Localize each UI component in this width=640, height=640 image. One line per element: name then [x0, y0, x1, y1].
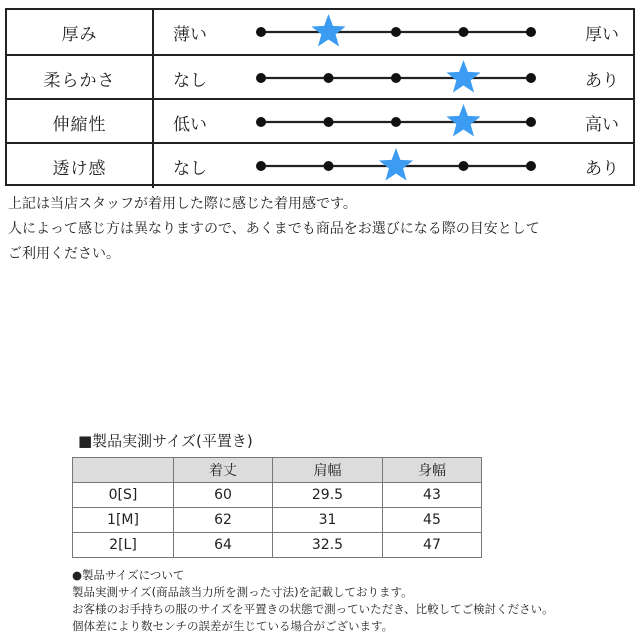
feel-row-high-label: あり	[585, 70, 619, 91]
size-header-cell: 身幅	[382, 458, 481, 483]
feel-row-low-label: 低い	[173, 114, 207, 135]
size-note-line: 製品実測サイズ(商品該当力所を測った寸法)を記載しております。	[72, 585, 413, 599]
size-value-cell: 31	[273, 508, 383, 533]
size-table-title: ■製品実測サイズ(平置き)	[78, 432, 253, 450]
scale-point	[526, 117, 536, 127]
column-divider	[152, 10, 154, 54]
size-label-cell: 0[S]	[73, 483, 174, 508]
feel-note-line: 人によって感じ方は異なりますので、あくまでも商品をお選びになる際の目安として	[8, 221, 540, 237]
star-icon	[446, 60, 480, 93]
scale-point	[459, 161, 469, 171]
feel-note-line: 上記は当店スタッフが着用した際に感じた着用感です。	[8, 196, 357, 212]
feel-table	[5, 8, 635, 186]
feel-row-stretch	[7, 98, 633, 144]
feel-note	[8, 192, 628, 267]
size-note-line: 個体差により数センチの誤差が生じている場合がございます。	[72, 619, 394, 633]
table-row	[73, 483, 482, 508]
feel-row-thickness	[7, 10, 633, 54]
column-divider	[152, 56, 154, 100]
scale-point	[256, 27, 266, 37]
feel-row-name: 厚み	[61, 24, 98, 45]
scale-point	[391, 117, 401, 127]
size-value-cell: 43	[382, 483, 481, 508]
size-note	[72, 567, 632, 635]
feel-row-high-label: 厚い	[585, 24, 619, 45]
scale-point	[526, 161, 536, 171]
star-icon	[379, 148, 413, 181]
size-table	[72, 457, 482, 558]
feel-row-softness	[7, 54, 633, 100]
size-header-cell: 肩幅	[273, 458, 383, 483]
scale-point	[324, 161, 334, 171]
feel-row-sheerness	[7, 142, 633, 188]
scale-point	[324, 117, 334, 127]
size-value-cell: 62	[174, 508, 273, 533]
feel-scale	[243, 144, 549, 188]
table-row	[73, 533, 482, 558]
size-header-cell: 着丈	[174, 458, 273, 483]
feel-row-high-label: あり	[585, 158, 619, 179]
size-value-cell: 29.5	[273, 483, 383, 508]
size-value-cell: 47	[382, 533, 481, 558]
scale-point	[256, 161, 266, 171]
scale-point	[256, 73, 266, 83]
feel-row-name: 透け感	[52, 158, 107, 179]
scale-point	[324, 73, 334, 83]
scale-point	[391, 27, 401, 37]
feel-row-low-label: 薄い	[173, 24, 207, 45]
scale-point	[526, 27, 536, 37]
size-value-cell: 32.5	[273, 533, 383, 558]
feel-scale	[243, 100, 549, 144]
size-table-header-row	[73, 458, 482, 483]
scale-point	[526, 73, 536, 83]
size-label-cell: 2[L]	[73, 533, 174, 558]
column-divider	[152, 144, 154, 188]
scale-point	[391, 73, 401, 83]
size-header-cell	[73, 458, 174, 483]
feel-scale	[243, 56, 549, 100]
size-note-line: ●製品サイズについて	[72, 568, 185, 582]
size-value-cell: 45	[382, 508, 481, 533]
feel-row-name: 柔らかさ	[43, 70, 116, 91]
star-icon	[446, 104, 480, 137]
feel-row-low-label: なし	[173, 70, 207, 91]
scale-point	[256, 117, 266, 127]
feel-row-name: 伸縮性	[52, 114, 107, 135]
column-divider	[152, 100, 154, 144]
scale-point	[459, 27, 469, 37]
size-note-line: お客様のお手持ちの服のサイズを平置きの状態で測っていただき、比較してご検討ください。	[72, 602, 554, 616]
size-value-cell: 60	[174, 483, 273, 508]
feel-row-high-label: 高い	[585, 114, 619, 135]
star-icon	[311, 14, 345, 47]
size-label-cell: 1[M]	[73, 508, 174, 533]
table-row	[73, 508, 482, 533]
feel-scale	[243, 10, 549, 54]
feel-row-low-label: なし	[173, 158, 207, 179]
size-value-cell: 64	[174, 533, 273, 558]
feel-note-line: ご利用ください。	[8, 246, 120, 262]
